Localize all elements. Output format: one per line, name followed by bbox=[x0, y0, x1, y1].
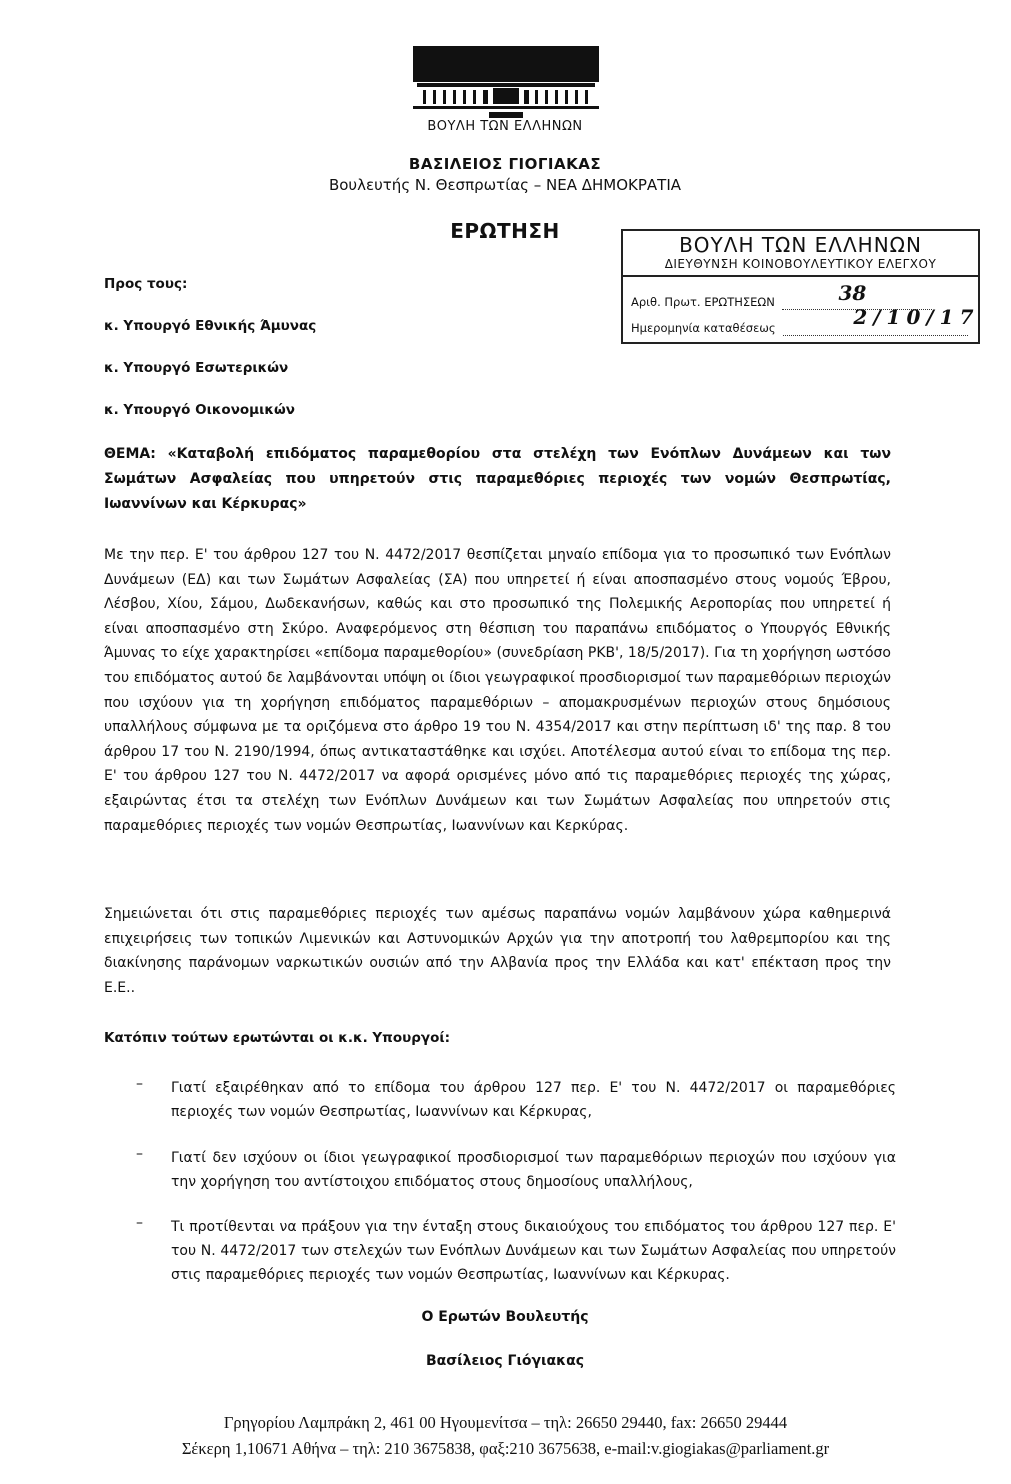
signoff-name: Βασίλειος Γιόγιακας bbox=[425, 1353, 584, 1369]
question-bullet: – bbox=[136, 1146, 143, 1162]
stamp-title: ΒΟΥΛΗ ΤΩΝ ΕΛΛΗΝΩΝ bbox=[679, 233, 922, 257]
recipient-finance: κ. Υπουργό Οικονομικών bbox=[104, 402, 295, 418]
footer-address-2: Σέκερη 1,10671 Αθήνα – τηλ: 210 3675838, φαξ:210 3675638, e-mail:v.giogiakas@parliament.gr bbox=[181, 1439, 830, 1458]
recipients-intro: Προς τους: bbox=[104, 276, 188, 292]
registry-stamp bbox=[621, 229, 980, 344]
parliament-logo-icon bbox=[413, 46, 599, 126]
question-bullet: – bbox=[136, 1215, 143, 1231]
stamp-subtitle: ΔΙΕΥΘΥΝΣΗ ΚΟΙΝΟΒΟΥΛΕΥΤΙΚΟΥ ΕΛΕΓΧΟΥ bbox=[664, 257, 937, 271]
body-paragraph-2: Σημειώνεται ότι στις παραμεθόριες περιοχές των αμέσως παραπάνω νομών λαμβάνουν χώρα καθημερινά επιχειρήσεις των τοπικών Λιμενικών και Αστυνομικών Αρχών για την αποτροπή του λαθρεμπορίου και της διακίνησης παράνομων ναρκωτικών ουσιών από την Αλβανία προς την Ελλάδα και κατ' επέκταση προς την Ε.Ε.. bbox=[104, 906, 891, 996]
stamp-date-value: 2/10/17 bbox=[853, 305, 980, 329]
stamp-protocol-label: Αριθ. Πρωτ. ΕΡΩΤΗΣΕΩΝ bbox=[631, 295, 775, 309]
mp-role: Βουλευτής Ν. Θεσπρωτίας – ΝΕΑ ΔΗΜΟΚΡΑΤΙΑ bbox=[328, 176, 682, 194]
recipient-defence: κ. Υπουργό Εθνικής Άμυνας bbox=[104, 318, 317, 334]
question-bullet: – bbox=[136, 1076, 143, 1092]
recipient-interior: κ. Υπουργό Εσωτερικών bbox=[104, 360, 289, 376]
body-paragraph-1: Με την περ. Ε' του άρθρου 127 του Ν. 4472/2017 θεσπίζεται μηναίο επίδομα για το προσωπικό των Ενόπλων Δυνάμεων (ΕΔ) και των Σωμάτων Ασφαλείας (ΣΑ) που υπηρετεί ή είναι αποσπασμένο στους νομούς Έβρου, Λέσβου, Χίου, Σάμου, Δωδεκανήσων, καθώς και στο προσωπικό της Πολεμικής Αεροπορίας που υπηρετεί ή είναι αποσπασμένο στη Σκύρο. Αναφερόμενος στη θέσπιση του παραπάνω επιδόματος ο Υπουργός Εθνικής Άμυνας το είχε χαρακτηρίσει «επίδομα παραμεθορίου» (συνεδρίαση ΡΚΒ', 18/5/2017). Για τη χορήγηση ωστόσο του επιδόματος αυτού δε λαμβάνονται υπόψη οι ίδιοι γεωγραφικοί προσδιορισμοί των παραμεθόριων περιοχών που ισχύουν για τη χορήγηση επιδόματος παραμεθόριων – απομακρυσμένων περιοχών στους δημόσιους υπαλλήλους σύμφωνα με τα οριζόμενα στο άρθρο 19 του Ν. 4354/2017 και στην περίπτωση ιδ' της παρ. 8 του άρθρου 17 του Ν. 2190/1994, όπως αντικαταστάθηκε και ισχύει. Αποτέλεσμα αυτού είναι το επίδομα της περ. Ε' του άρθρου 127 του Ν. 4472/2017 να αφορά ορισμένες μόνο από τις παραμεθόριες περιοχές της χώρας, εξαιρώντας έτσι τα στελέχη των Ενόπλων Δυνάμεων και των Σωμάτων Ασφαλείας που υπηρετούν στις παραμεθόριες περιοχές των νομών Θεσπρωτίας, Ιωαννίνων και Κερκύρας. bbox=[104, 547, 891, 834]
questions-intro: Κατόπιν τούτων ερωτώνται οι κ.κ. Υπουργοί: bbox=[104, 1030, 451, 1046]
stamp-divider bbox=[623, 275, 978, 277]
stamp-protocol-value: 38 bbox=[838, 281, 867, 305]
signoff-role: Ο Ερωτών Βουλευτής bbox=[421, 1309, 589, 1325]
stamp-date-label: Ημερομηνία καταθέσεως bbox=[631, 321, 776, 335]
mp-name: ΒΑΣΙΛΕΙΟΣ ΓΙΟΓΙΑΚΑΣ bbox=[408, 155, 602, 173]
document-title: ΕΡΩΤΗΣΗ bbox=[450, 219, 560, 243]
question-item-2: Γιατί δεν ισχύουν οι ίδιοι γεωγραφικοί προσδιορισμοί των παραμεθόριων περιοχών που ισχύουν για την χορήγηση του αντίστοιχου επιδόματος στους δημοσίους υπαλλήλους, bbox=[171, 1150, 896, 1190]
question-item-3: Τι προτίθενται να πράξουν για την ένταξη στους δικαιούχους του επιδόματος του άρθρου 127 περ. Ε' του Ν. 4472/2017 των στελεχών των Ενόπλων Δυνάμεων και των Σωμάτων Ασφαλείας που υπηρετούν στις παραμεθόριες περιοχές των νομών Θεσπρωτίας, Ιωαννίνων και Κέρκυρας. bbox=[171, 1219, 896, 1283]
subject-line: ΘΕΜΑ: «Καταβολή επιδόματος παραμεθορίου στα στελέχη των Ενόπλων Δυνάμεων και των Σωμάτων Ασφαλείας που υπηρετούν στις παραμεθόριες περιοχές των νομών Θεσπρωτίας, Ιωαννίνων και Κέρκυρας» bbox=[104, 446, 891, 512]
footer-address-1: Γρηγορίου Λαμπράκη 2, 461 00 Ηγουμενίτσα – τηλ: 26650 29440, fax: 26650 29444 bbox=[223, 1413, 788, 1432]
question-item-1: Γιατί εξαιρέθηκαν από το επίδομα του άρθρου 127 περ. Ε' του Ν. 4472/2017 οι παραμεθόριες περιοχές των νομών Θεσπρωτίας, Ιωαννίνων και Κέρκυρας, bbox=[171, 1080, 896, 1120]
stamp-date-row bbox=[631, 305, 980, 336]
logo-caption: ΒΟΥΛΗ ΤΩΝ ΕΛΛΗΝΩΝ bbox=[427, 119, 583, 134]
